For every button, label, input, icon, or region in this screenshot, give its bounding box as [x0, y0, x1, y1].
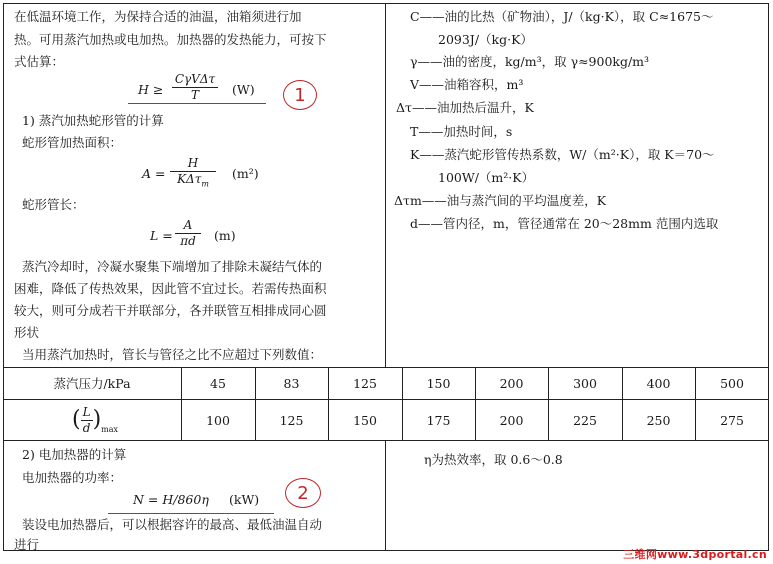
formula-2-fraction — [170, 157, 216, 190]
formula-1-numerator: CγVΔτ — [174, 72, 216, 86]
ratio-cell: 225 — [573, 413, 597, 428]
mark-circle-2 — [285, 478, 321, 508]
def-d: d——管内径，m，管径通常在 20～28mm 范围内选取 — [410, 216, 719, 231]
mark-2: 2 — [297, 482, 309, 504]
formula-4-unit: (kW) — [229, 492, 260, 507]
intro-line-2: 热。可用蒸汽加热或电加热。加热器的发热能力，可按下 — [14, 32, 327, 47]
formula-3-numerator: A — [183, 218, 193, 232]
watermark: 三维网www.3dportal.cn — [623, 548, 767, 561]
paragraph-line-2: 困难，降低了传热效果，因此管不宜过长。若需传热面积 — [14, 281, 327, 296]
intro-line-1: 在低温环境工作，为保持合适的油温，油箱须进行加 — [14, 9, 302, 24]
table-mid-line — [3, 399, 769, 400]
formula-3-denominator: πd — [180, 234, 196, 248]
mark-1: 1 — [294, 84, 306, 106]
def-eta: η为热效率，取 0.6～0.8 — [424, 452, 563, 467]
ratio-cell: 175 — [426, 413, 451, 428]
formula-1-unit: (W) — [232, 82, 255, 97]
formula-1-underline — [128, 103, 266, 104]
formula-3-fraction — [175, 219, 201, 248]
formula-2-denominator: KΔτ — [177, 172, 202, 186]
section-2-power-label: 电加热器的功率： — [22, 470, 123, 485]
formula-1-fraction — [172, 73, 218, 102]
table-bottom-line — [3, 440, 769, 441]
row-label-ratio: ( $\frac{L}{d}$ ) $_{max}$ — [71, 404, 119, 435]
formula-1-lhs: H ≥ — [138, 82, 164, 97]
ratio-cell: 125 — [279, 413, 304, 428]
formula-2-numerator: H — [187, 156, 199, 170]
paragraph-line-4: 形状 — [14, 325, 40, 340]
formula-1-denominator: T — [190, 88, 199, 102]
def-delta-tau-m: Δτm——油与蒸汽间的平均温度差，K — [394, 193, 607, 208]
ratio-denominator: d — [82, 420, 91, 435]
section-2-title: 2) 电加热器的计算 — [22, 447, 127, 462]
section-1-title: 1) 蒸汽加热蛇形管的计算 — [22, 113, 164, 128]
ratio-cell: 275 — [720, 413, 744, 428]
pressure-cell: 83 — [283, 376, 300, 391]
paragraph-line-5: 当用蒸汽加热时，管长与管径之比不应超过下列数值： — [22, 347, 323, 362]
section-1-area-label: 蛇形管加热面积： — [22, 135, 123, 150]
bottom-divider — [385, 440, 386, 551]
pressure-cell: 150 — [426, 376, 451, 391]
def-v: V——油箱容积，m³ — [410, 77, 524, 92]
formula-2-unit: (m²) — [232, 166, 259, 181]
paragraph-line-1: 蒸汽冷却时，冷凝水聚集下端增加了排除未凝结气体的 — [22, 259, 323, 274]
formula-2-lhs: A = — [142, 166, 166, 181]
top-divider — [385, 3, 386, 367]
formula-4: N = H/860η — [133, 492, 209, 507]
formula-3-lhs: L = — [150, 228, 173, 243]
pressure-cell: 45 — [210, 376, 226, 391]
ratio-cell: 200 — [499, 413, 524, 428]
table-top-line — [3, 367, 769, 368]
ratio-cell: 100 — [206, 413, 230, 428]
pressure-cell: 500 — [720, 376, 744, 391]
section-1-length-label: 蛇形管长： — [22, 197, 85, 212]
def-delta-tau: Δτ——油加热后温升，K — [396, 100, 534, 115]
def-gamma: γ——油的密度，kg/m³，取 γ≈900kg/m³ — [410, 54, 650, 69]
intro-line-3: 式估算： — [14, 54, 65, 69]
formula-4-underline — [108, 513, 274, 514]
paragraph-line-7: 进行 — [14, 537, 40, 552]
def-k-1: K——蒸汽蛇形管传热系数，W/（m²·K），取 K＝70～ — [410, 147, 715, 162]
formula-2-subscript: m — [201, 179, 209, 189]
ratio-cell: 250 — [646, 413, 671, 428]
formula-3-unit: (m) — [214, 228, 236, 243]
def-c-2: 2093J/（kg·K） — [438, 32, 533, 47]
ratio-cell: 150 — [353, 413, 377, 428]
mark-circle-1 — [283, 80, 317, 110]
paragraph-line-6: 装设电加热器后，可以根据容许的最高、最低油温自动 — [22, 517, 323, 532]
pressure-cell: 400 — [646, 376, 671, 391]
row-label-pressure: 蒸汽压力/kPa — [53, 376, 131, 391]
pressure-cell: 125 — [353, 376, 377, 391]
ratio-numerator: L — [82, 404, 91, 419]
def-c-1: C——油的比热（矿物油），J/（kg·K），取 C≈1675～ — [410, 9, 714, 24]
pressure-cell: 200 — [499, 376, 524, 391]
def-t: T——加热时间，s — [410, 124, 513, 139]
def-k-2: 100W/（m²·K） — [438, 170, 535, 185]
pressure-cell: 300 — [573, 376, 597, 391]
paragraph-line-3: 较大，则可分成若干并联部分，各并联管互相排成同心圆 — [14, 303, 327, 318]
ratio-subscript: max — [101, 425, 119, 434]
